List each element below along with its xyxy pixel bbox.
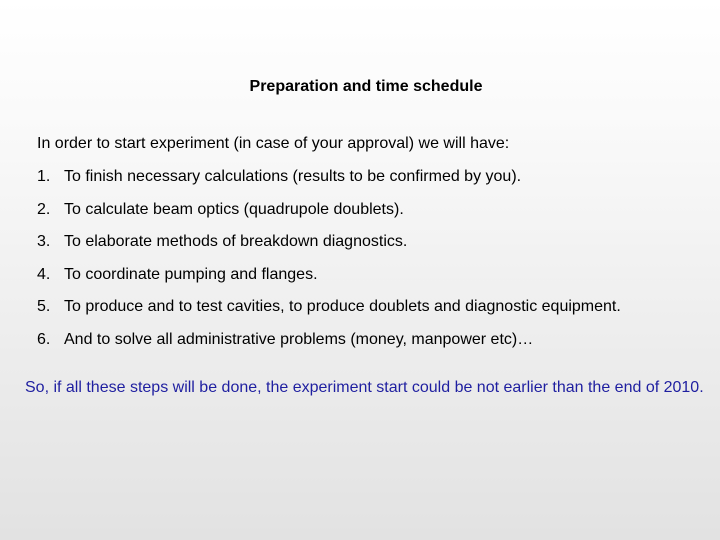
steps-list [37,167,621,363]
step-text: To calculate beam optics (quadrupole doublets). [64,200,404,218]
step-text: To finish necessary calculations (results to be confirmed by you). [64,168,522,185]
list-item [37,200,621,220]
intro-text: In order to start experiment (in case of your approval) we will have: [37,135,510,152]
list-item [37,297,621,317]
list-item [37,167,621,187]
step-number: 3. [37,233,51,251]
step-number: 6. [37,330,51,348]
list-item [37,265,621,285]
step-text: To produce and to test cavities, to produce doublets and diagnostic equipment. [64,298,621,316]
conclusion-text: So, if all these steps will be done, the experiment start could be not earlier than the end of 2010. [25,379,704,396]
step-number: 1. [37,168,51,185]
step-number: 2. [37,200,51,218]
step-number: 5. [37,298,51,316]
list-item [37,330,621,350]
step-text: And to solve all administrative problems (money, manpower etc)… [64,330,534,348]
slide-title: Preparation and time schedule [249,78,483,95]
step-text: To elaborate methods of breakdown diagnostics. [64,233,408,251]
list-item [37,232,621,252]
step-number: 4. [37,265,51,283]
step-text: To coordinate pumping and flanges. [64,265,318,283]
